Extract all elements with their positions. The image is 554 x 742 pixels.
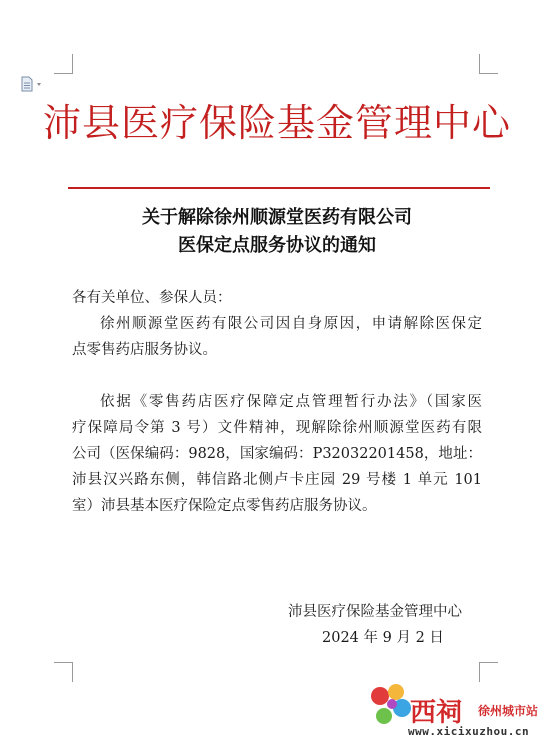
salutation: 各有关单位、参保人员： bbox=[72, 290, 232, 306]
crop-mark-top-left bbox=[72, 54, 73, 74]
paragraph-2-line: 公司（医保编码：9828，国家编码：P32032201458，地址： bbox=[72, 446, 482, 462]
crop-mark-bottom-right bbox=[479, 662, 498, 663]
notice-title-line-1: 关于解除徐州顺源堂医药有限公司 bbox=[142, 207, 412, 228]
crop-mark-bottom-left bbox=[72, 662, 73, 682]
watermark-brand: 西祠 bbox=[410, 698, 463, 728]
paragraph-1-line: 徐州顺源堂医药有限公司因自身原因，申请解除医保定 bbox=[100, 316, 482, 332]
crop-mark-top-right bbox=[479, 54, 480, 74]
paragraph-1-line: 点零售药店服务协议。 bbox=[72, 342, 217, 358]
crop-mark-top-right bbox=[479, 73, 498, 74]
paragraph-2-line: 沛县汉兴路东侧，韩信路北侧卢卡庄园 29 号楼 1 单元 101 bbox=[72, 472, 482, 488]
crop-mark-top-left bbox=[54, 73, 73, 74]
document-icon[interactable] bbox=[20, 76, 46, 92]
signature-org: 沛县医疗保险基金管理中心 bbox=[288, 604, 462, 620]
notice-title-line-2: 医保定点服务协议的通知 bbox=[178, 235, 376, 256]
paragraph-2-line: 依据《零售药店医疗保障定点管理暂行办法》（国家医 bbox=[100, 394, 482, 410]
paragraph-2-line: 疗保障局令第 3 号）文件精神，现解除徐州顺源堂医药有限 bbox=[72, 420, 482, 436]
signature-date: 2024 年 9 月 2 日 bbox=[322, 630, 444, 646]
paragraph-2-line: 室）沛县基本医疗保险定点零售药店服务协议。 bbox=[72, 498, 377, 514]
crop-mark-bottom-left bbox=[54, 662, 73, 663]
watermark-url: www.xicixuzhou.cn bbox=[408, 725, 530, 738]
red-divider bbox=[68, 187, 490, 189]
org-title: 沛县医疗保险基金管理中心 bbox=[42, 101, 511, 145]
watermark-subtitle: 徐州城市站 bbox=[478, 704, 539, 718]
